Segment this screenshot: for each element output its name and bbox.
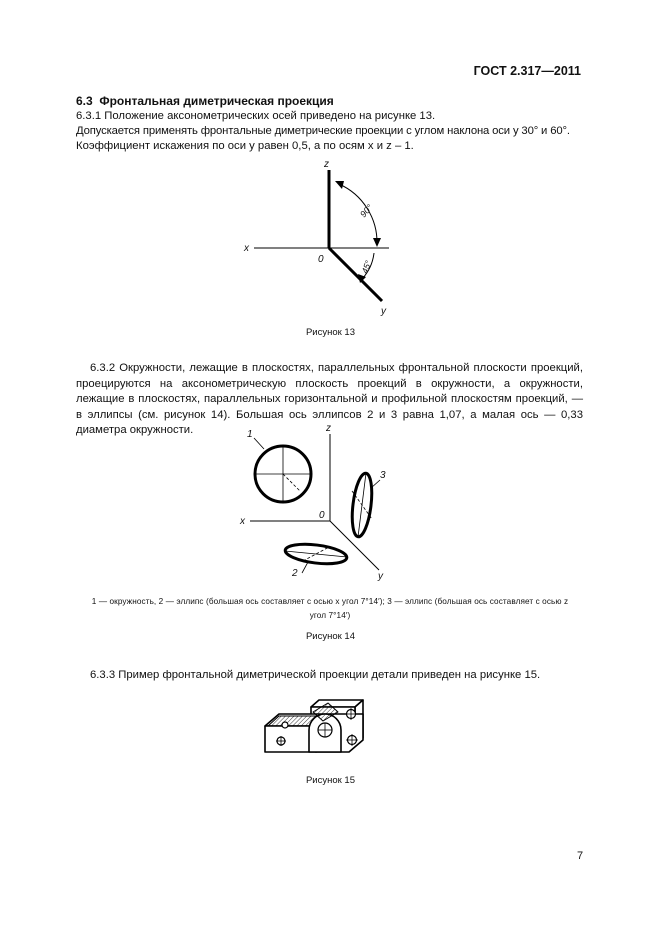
section-title: Фронтальная диметрическая проекция <box>99 94 334 108</box>
figure-15-caption: Рисунок 15 <box>305 775 356 786</box>
origin-label: 0 <box>318 254 324 265</box>
paragraph-6-3-1-line1: 6.3.1 Положение аксонометрических осей приведено на рисунке 13. <box>76 110 436 122</box>
fig14-origin-label: 0 <box>319 510 325 521</box>
page-number: 7 <box>577 850 584 862</box>
figure-14-caption: Рисунок 14 <box>305 631 356 642</box>
item-1-label: 1 <box>247 429 253 440</box>
figure-14-note-line1: 1 — окружность, 2 — эллипс (большая ось составляет с осью x угол 7°14′); 3 — эллипс (большая ось составляет с осью z <box>91 597 569 606</box>
paragraph-6-3-2: 6.3.2 Окружности, лежащие в плоскостях, параллельных фронтальной плоскости проекций, проецируются на аксонометрическую плоскость проекций в окружности, а окружности, лежащие в плоскостях, параллельных горизонтальной и профильной плоскостям проекций, — в эллипсы (см. рисунок 14). Большая ось эллипсов 2 и 3 равна 1,07, а малая ось — 0,33 диаметра окружности. <box>76 362 583 436</box>
figure-14-note-line2: угол 7°14′) <box>309 611 351 620</box>
angle-90-label: 90° <box>358 202 375 220</box>
fig14-axis-y-label: y <box>378 571 383 582</box>
item-3-label: 3 <box>380 470 386 481</box>
axis-x-label: x <box>244 243 249 254</box>
paragraph-6-3-1-line2: Допускается применять фронтальные диметрические проекции с углом наклона оси y 30° и 60°. <box>76 125 570 137</box>
part-hole-top-left <box>282 722 288 728</box>
fig14-axis-x-label: x <box>240 516 245 527</box>
paragraph-6-3-3: 6.3.3 Пример фронтальной диметрической проекции детали приведен на рисунке 15. <box>90 669 541 681</box>
figure-13-caption: Рисунок 13 <box>305 327 356 338</box>
fig14-axis-z-label: z <box>326 423 331 434</box>
angle-45-label: 45° <box>359 259 374 275</box>
paragraph-6-3-1-line3: Коэффициент искажения по оси y равен 0,5, а по осям x и z – 1. <box>76 140 414 152</box>
item-2-label: 2 <box>292 568 298 579</box>
axis-y-label: y <box>381 306 386 317</box>
axis-z-label: z <box>324 159 329 170</box>
section-number: 6.3 <box>76 94 93 108</box>
document-header: ГОСТ 2.317—2011 <box>473 64 581 78</box>
